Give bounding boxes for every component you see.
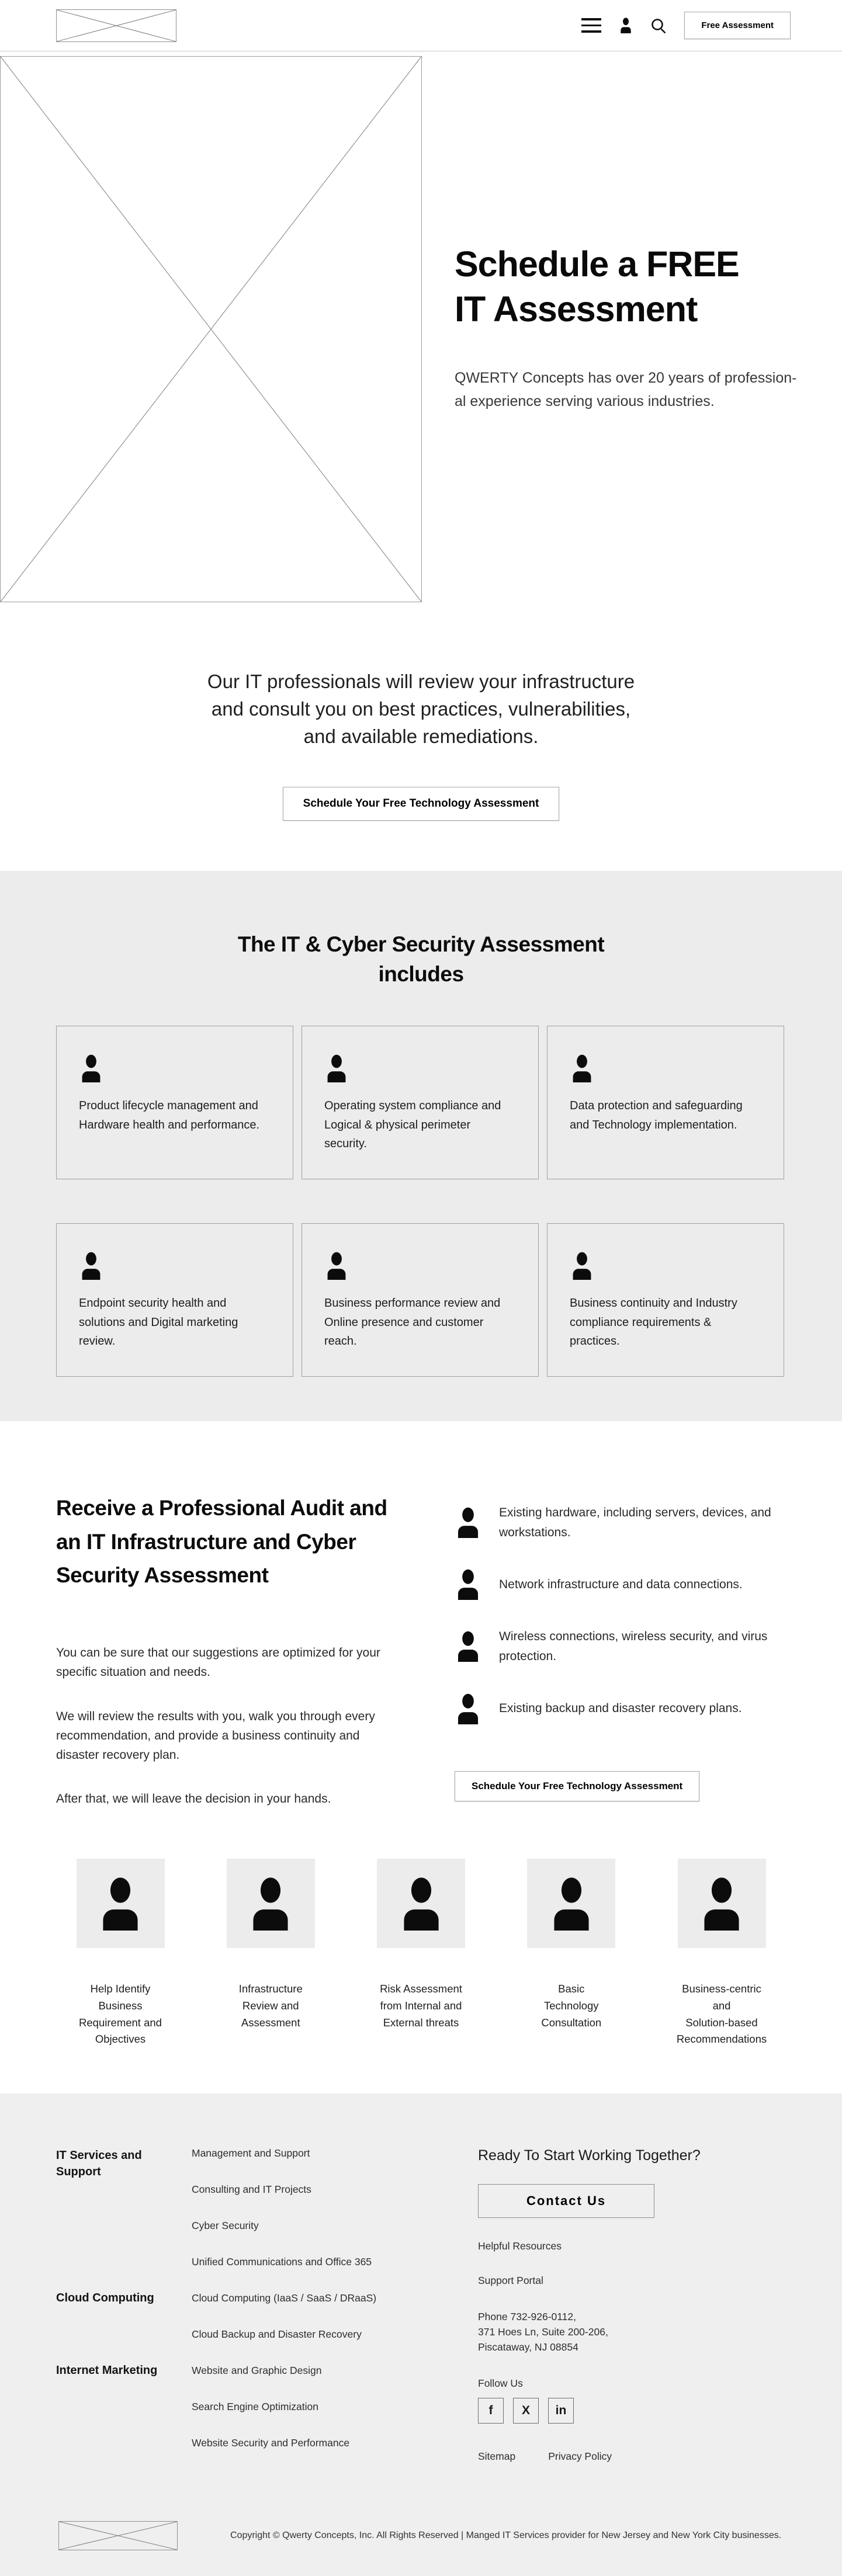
checklist-text: Existing backup and disaster recovery plans. (499, 1702, 742, 1716)
social-links (478, 2398, 805, 2424)
assessment-card (56, 1026, 293, 1179)
section-title: The IT & Cyber Security Assessment includes (237, 932, 605, 987)
header (0, 0, 842, 51)
footer-category-internet-marketing[interactable]: Internet Marketing (56, 2363, 158, 2377)
assessment-includes-section (0, 871, 842, 1422)
intro-line: and consult you on best practices, vulnerabilities, (211, 698, 631, 720)
footer-service-link[interactable]: Cyber Security (192, 2219, 259, 2231)
footer-service-link[interactable]: Cloud Computing (IaaS / SaaS / DRaaS) (192, 2292, 377, 2304)
person-icon (698, 1877, 745, 1931)
privacy-policy-link[interactable]: Privacy Policy (548, 2450, 612, 2462)
footer (0, 2094, 842, 2576)
benefit-column (510, 1859, 633, 2048)
audit-section (0, 1421, 842, 1833)
assessment-card (302, 1026, 539, 1179)
footer-service-link[interactable]: Unified Communications and Office 365 (192, 2255, 372, 2268)
benefit-label: Basic Technology Consultation (541, 1983, 602, 2029)
hero-title-line1: Schedule a FREE (455, 244, 739, 284)
hero-title (455, 242, 807, 332)
checklist-text: Wireless connections, wireless security, and virus protection. (499, 1630, 768, 1663)
assessment-card (56, 1223, 293, 1377)
schedule-assessment-button[interactable]: Schedule Your Free Technology Assessment (283, 787, 560, 821)
card-text: Business performance review and Online presence and customer reach. (324, 1297, 501, 1348)
footer-service-link[interactable]: Management and Support (192, 2147, 310, 2159)
checklist-item (455, 1627, 786, 1666)
image-x-icon (1, 57, 421, 602)
benefits-section (0, 1833, 842, 2094)
person-icon (570, 1054, 594, 1082)
header-actions (581, 12, 791, 39)
intro-section (0, 602, 842, 871)
footer-category-it-services[interactable]: IT Services and Support (56, 2148, 142, 2178)
assessment-card (547, 1026, 784, 1179)
audit-paragraph: We will review the results with you, walk you through every recommendation, and provide a business continuity and disaster recovery plan. (56, 1709, 375, 1762)
support-portal-link[interactable]: Support Portal (478, 2274, 543, 2286)
footer-services (192, 2147, 478, 2473)
linkedin-icon[interactable]: in (548, 2398, 574, 2424)
person-icon (455, 1569, 481, 1600)
person-icon (97, 1877, 144, 1931)
x-twitter-icon[interactable]: X (513, 2398, 539, 2424)
benefit-icon-box (77, 1859, 165, 1948)
audit-copy (56, 1491, 420, 1833)
intro-line: and available remediations. (303, 725, 539, 748)
footer-service-link[interactable]: Cloud Backup and Disaster Recovery (192, 2328, 362, 2340)
card-text: Operating system compliance and Logical & physical perimeter security. (324, 1099, 501, 1150)
footer-service-link[interactable]: Website and Graphic Design (192, 2364, 322, 2376)
person-icon (247, 1877, 294, 1931)
search-icon[interactable] (650, 18, 667, 34)
person-icon (398, 1877, 445, 1931)
card-text: Endpoint security health and solutions and Digital marketing review. (79, 1297, 238, 1348)
benefit-label: Business-centric and Solution-based Recommendations (676, 1983, 767, 2046)
free-assessment-button[interactable]: Free Assessment (684, 12, 791, 39)
logo-placeholder[interactable] (56, 9, 176, 42)
person-icon (548, 1877, 595, 1931)
hero-section (0, 51, 842, 602)
hero-title-line2: IT Assessment (455, 289, 698, 329)
benefit-column (58, 1859, 182, 2048)
person-icon (570, 1252, 594, 1280)
footer-service-link[interactable]: Website Security and Performance (192, 2436, 350, 2449)
schedule-assessment-button[interactable]: Schedule Your Free Technology Assessment (455, 1771, 699, 1801)
menu-icon[interactable] (581, 18, 601, 33)
benefit-icon-box (377, 1859, 465, 1948)
footer-categories (56, 2147, 192, 2379)
assessment-card (547, 1223, 784, 1377)
facebook-icon[interactable]: f (478, 2398, 504, 2424)
benefit-column (359, 1859, 483, 2048)
card-text: Business continuity and Industry compliance requirements & practices. (570, 1297, 737, 1348)
audit-checklist (455, 1491, 786, 1833)
audit-title: Receive a Professional Audit and an IT Infrastructure and Cyber Security Assessment (56, 1496, 387, 1587)
logo-x-icon (57, 10, 176, 41)
benefit-label: Risk Assessment from Internal and External threats (380, 1983, 462, 2029)
footer-service-link[interactable]: Consulting and IT Projects (192, 2183, 311, 2195)
follow-us-label: Follow Us (478, 2377, 523, 2389)
person-icon (324, 1252, 349, 1280)
assessment-cards (56, 1026, 786, 1377)
hero-description: QWERTY Concepts has over 20 years of profession- al experience serving various industries. (455, 369, 797, 409)
checklist-text: Existing hardware, including servers, devices, and workstations. (499, 1506, 771, 1539)
footer-service-link[interactable]: Search Engine Optimization (192, 2400, 318, 2412)
benefit-column (660, 1859, 784, 2048)
checklist-item (455, 1693, 786, 1724)
contact-address: Phone 732-926-0112, 371 Hoes Ln, Suite 200-206, Piscataway, NJ 08854 (478, 2310, 608, 2353)
footer-logo-placeholder[interactable] (58, 2521, 178, 2550)
legal-links (478, 2450, 805, 2463)
person-icon (79, 1252, 103, 1280)
assessment-card (302, 1223, 539, 1377)
benefit-icon-box (227, 1859, 315, 1948)
person-icon (79, 1054, 103, 1082)
benefit-label: Help Identify Business Requirement and Objectives (79, 1983, 162, 2046)
logo-x-icon (59, 2522, 177, 2550)
benefit-icon-box (527, 1859, 615, 1948)
hero-image-placeholder (0, 56, 422, 602)
person-icon (324, 1054, 349, 1082)
intro-line: Our IT professionals will review your infrastructure (207, 671, 635, 692)
card-text: Data protection and safeguarding and Technology implementation. (570, 1099, 743, 1131)
hero-content (422, 56, 842, 602)
checklist-text: Network infrastructure and data connections. (499, 1578, 743, 1592)
copyright-text: Copyright © Qwerty Concepts, Inc. All Rights Reserved | Manged IT Services provider for New Jersey and New York City businesses. (230, 2530, 782, 2540)
helpful-resources-link[interactable]: Helpful Resources (478, 2240, 562, 2252)
person-icon (455, 1507, 481, 1538)
account-icon[interactable] (619, 18, 633, 33)
benefit-column (209, 1859, 332, 2048)
contact-us-button[interactable]: Contact Us (478, 2184, 654, 2218)
benefit-icon-box (678, 1859, 766, 1948)
audit-paragraph: After that, we will leave the decision in your hands. (56, 1792, 331, 1806)
card-text: Product lifecycle management and Hardware health and performance. (79, 1099, 260, 1131)
person-icon (455, 1693, 481, 1724)
footer-bottom-bar (56, 2521, 786, 2550)
audit-paragraph: You can be sure that our suggestions are optimized for your specific situation and needs. (56, 1646, 380, 1679)
person-icon (455, 1631, 481, 1662)
benefit-label: Infrastructure Review and Assessment (238, 1983, 303, 2029)
checklist-item (455, 1569, 786, 1600)
cta-heading: Ready To Start Working Together? (478, 2147, 701, 2164)
footer-category-cloud-computing[interactable]: Cloud Computing (56, 2291, 154, 2304)
sitemap-link[interactable]: Sitemap (478, 2450, 516, 2462)
checklist-item (455, 1503, 786, 1542)
footer-cta-column (478, 2147, 805, 2463)
